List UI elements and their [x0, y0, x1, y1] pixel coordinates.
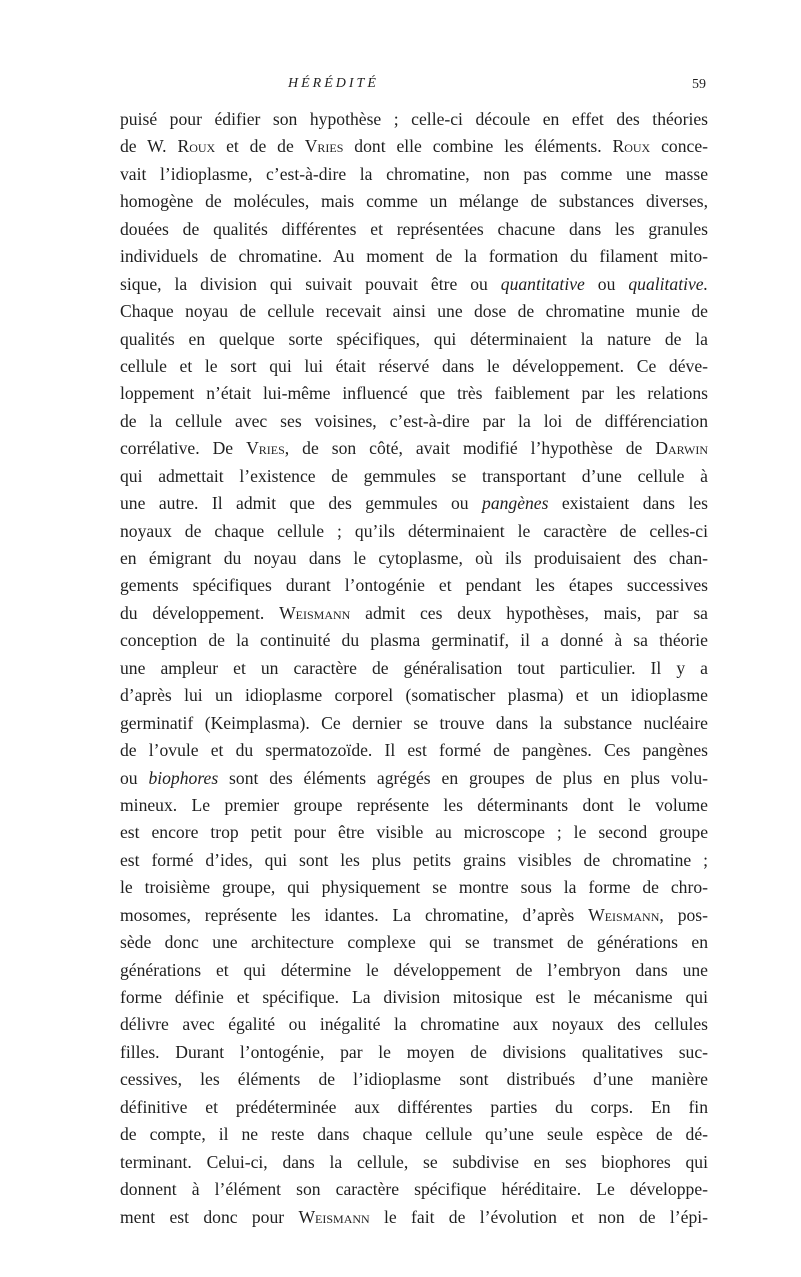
text-line: [120, 1011, 708, 1038]
text-run: Weismann: [588, 904, 660, 925]
text-run: générations et qui détermine le développement de l’embryon dans une: [120, 959, 708, 980]
text-line: [120, 710, 708, 737]
text-line: [120, 957, 708, 984]
text-run: une ampleur et un caractère de généralisation tout particulier. Il y a: [120, 657, 708, 678]
text-run: Weismann: [279, 602, 351, 623]
text-run: le fait de l’évolution et non de l’épi-: [369, 1206, 708, 1227]
text-run: noyaux de chaque cellule ; qu’ils déterminaient le caractère de celles-ci: [120, 520, 708, 541]
text-run: quantitative: [500, 273, 585, 294]
text-run: cessives, les éléments de l’idioplasme sont distribués d’une manière: [120, 1069, 708, 1090]
text-line: [120, 216, 708, 243]
body-text: [120, 106, 708, 1231]
text-line: [120, 572, 708, 599]
text-run: mosomes, représente les idantes. La chromatine, d’après: [120, 904, 589, 925]
text-run: définitive et prédéterminée aux différentes parties du corps. En fin: [120, 1096, 708, 1117]
text-run: Weismann: [298, 1206, 370, 1227]
text-run: existaient dans les: [548, 493, 708, 514]
text-line: [120, 874, 708, 901]
text-line: [120, 106, 708, 133]
text-run: Vries: [246, 438, 285, 459]
text-line: [120, 627, 708, 654]
text-run: biophores: [148, 767, 219, 788]
text-run: Roux: [177, 136, 216, 157]
text-run: qualitative.: [628, 273, 708, 294]
text-line: [120, 298, 708, 325]
text-run: le troisième groupe, qui physiquement se montre sous la forme de chro-: [120, 877, 708, 898]
text-line: [120, 1121, 708, 1148]
text-run: filles. Durant l’ontogénie, par le moyen de divisions qualitatives suc-: [120, 1041, 708, 1062]
text-run: sont des éléments agrégés en groupes de plus en plus volu-: [218, 767, 708, 788]
text-line: [120, 984, 708, 1011]
text-run: individuels de chromatine. Au moment de la formation du filament mito-: [120, 246, 708, 267]
text-run: qualités en quelque sorte spécifiques, qui déterminaient la nature de la: [120, 328, 708, 349]
running-head: [0, 76, 801, 96]
text-run: homogène de molécules, mais comme un mélange de substances diverses,: [120, 191, 708, 212]
text-run: Chaque noyau de cellule recevait ainsi une dose de chromatine munie de: [120, 301, 708, 322]
text-run: d’après lui un idioplasme corporel (somatischer plasma) et un idioplasme: [120, 685, 708, 706]
text-run: douées de qualités différentes et représentées chacune dans les granules: [120, 218, 708, 239]
page-number: 59: [692, 77, 706, 92]
text-line: [120, 271, 708, 298]
text-line: [120, 243, 708, 270]
text-line: [120, 353, 708, 380]
text-run: gements spécifiques durant l’ontogénie et pendant les étapes successives: [120, 575, 708, 596]
text-run: en émigrant du noyau dans le cytoplasme, où ils produisaient des chan-: [120, 548, 708, 568]
text-line: [120, 1094, 708, 1121]
text-line: [120, 463, 708, 490]
text-line: [120, 518, 708, 545]
text-run: de la cellule avec ses voisines, c’est-à-dire par la loi de différenciation: [120, 410, 708, 431]
text-line: [120, 792, 708, 819]
text-run: vait l’idioplasme, c’est-à-dire la chromatine, non pas comme une masse: [120, 163, 708, 184]
text-run: Roux: [612, 136, 651, 157]
text-line: [120, 655, 708, 682]
text-run: du développement.: [120, 602, 280, 623]
text-run: Vries: [304, 136, 344, 157]
text-line: [120, 929, 708, 956]
text-run: loppement n’était lui-même influencé que très faiblement par les relations: [120, 383, 708, 404]
text-run: terminant. Celui-ci, dans la cellule, se subdivise en ses biophores qui: [120, 1151, 708, 1172]
text-line: [120, 408, 708, 435]
text-line: [120, 847, 708, 874]
text-line: [120, 600, 708, 627]
text-line: [120, 902, 708, 929]
text-line: [120, 819, 708, 846]
text-line: [120, 765, 708, 792]
text-run: de compte, il ne reste dans chaque cellule qu’une seule espèce de dé-: [120, 1124, 708, 1145]
text-line: [120, 133, 708, 160]
text-run: pangènes: [482, 493, 549, 514]
text-run: sique, la division qui suivait pouvait être ou: [120, 273, 501, 294]
text-run: conce-: [650, 136, 708, 157]
text-line: [120, 1204, 708, 1231]
text-line: [120, 545, 708, 572]
text-run: puisé pour édifier son hypothèse ; celle-ci découle en effet des théories: [120, 109, 708, 129]
text-run: de l’ovule et du spermatozoïde. Il est formé de pangènes. Ces pangènes: [120, 740, 708, 761]
text-run: germinatif (Keimplasma). Ce dernier se trouve dans la substance nucléaire: [120, 712, 708, 733]
text-run: , de son côté, avait modifié l’hypothèse de: [284, 438, 656, 459]
text-line: [120, 1176, 708, 1203]
text-run: dont elle combine les éléments.: [343, 136, 613, 157]
text-line: [120, 490, 708, 517]
running-title: HÉRÉDITÉ: [288, 76, 379, 91]
text-line: [120, 1066, 708, 1093]
text-line: [120, 1149, 708, 1176]
text-run: ment est donc pour: [120, 1206, 299, 1227]
text-line: [120, 682, 708, 709]
text-run: , pos-: [659, 904, 708, 925]
text-run: conception de la continuité du plasma germinatif, il a donné à sa théorie: [120, 630, 708, 651]
text-run: donnent à l’élément son caractère spécifique héréditaire. Le développe-: [120, 1179, 708, 1200]
text-run: corrélative. De: [120, 438, 247, 459]
text-line: [120, 435, 708, 462]
text-line: [120, 380, 708, 407]
text-run: mineux. Le premier groupe représente les déterminants dont le volume: [120, 794, 708, 815]
text-run: admit ces deux hypothèses, mais, par sa: [350, 602, 708, 623]
text-run: forme définie et spécifique. La division mitosique est le mécanisme qui: [120, 987, 708, 1007]
text-line: [120, 188, 708, 215]
text-run: et de de: [215, 136, 305, 157]
text-run: ou: [584, 273, 629, 294]
text-run: ou: [120, 767, 149, 788]
text-run: Darwin: [655, 438, 708, 459]
text-run: délivre avec égalité ou inégalité la chromatine aux noyaux des cellules: [120, 1014, 708, 1035]
text-line: [120, 161, 708, 188]
text-run: une autre. Il admit que des gemmules ou: [120, 493, 483, 514]
text-run: cellule et le sort qui lui était réservé dans le développement. Ce déve-: [120, 355, 708, 376]
text-line: [120, 737, 708, 764]
text-run: qui admettait l’existence de gemmules se transportant d’une cellule à: [120, 465, 708, 486]
text-run: est formé d’ides, qui sont les plus petits grains visibles de chromatine ;: [120, 849, 708, 870]
text-run: est encore trop petit pour être visible au microscope ; le second groupe: [120, 822, 708, 843]
text-line: [120, 1039, 708, 1066]
text-run: de W.: [120, 136, 178, 157]
text-run: sède donc une architecture complexe qui se transmet de générations en: [120, 932, 708, 953]
text-line: [120, 326, 708, 353]
